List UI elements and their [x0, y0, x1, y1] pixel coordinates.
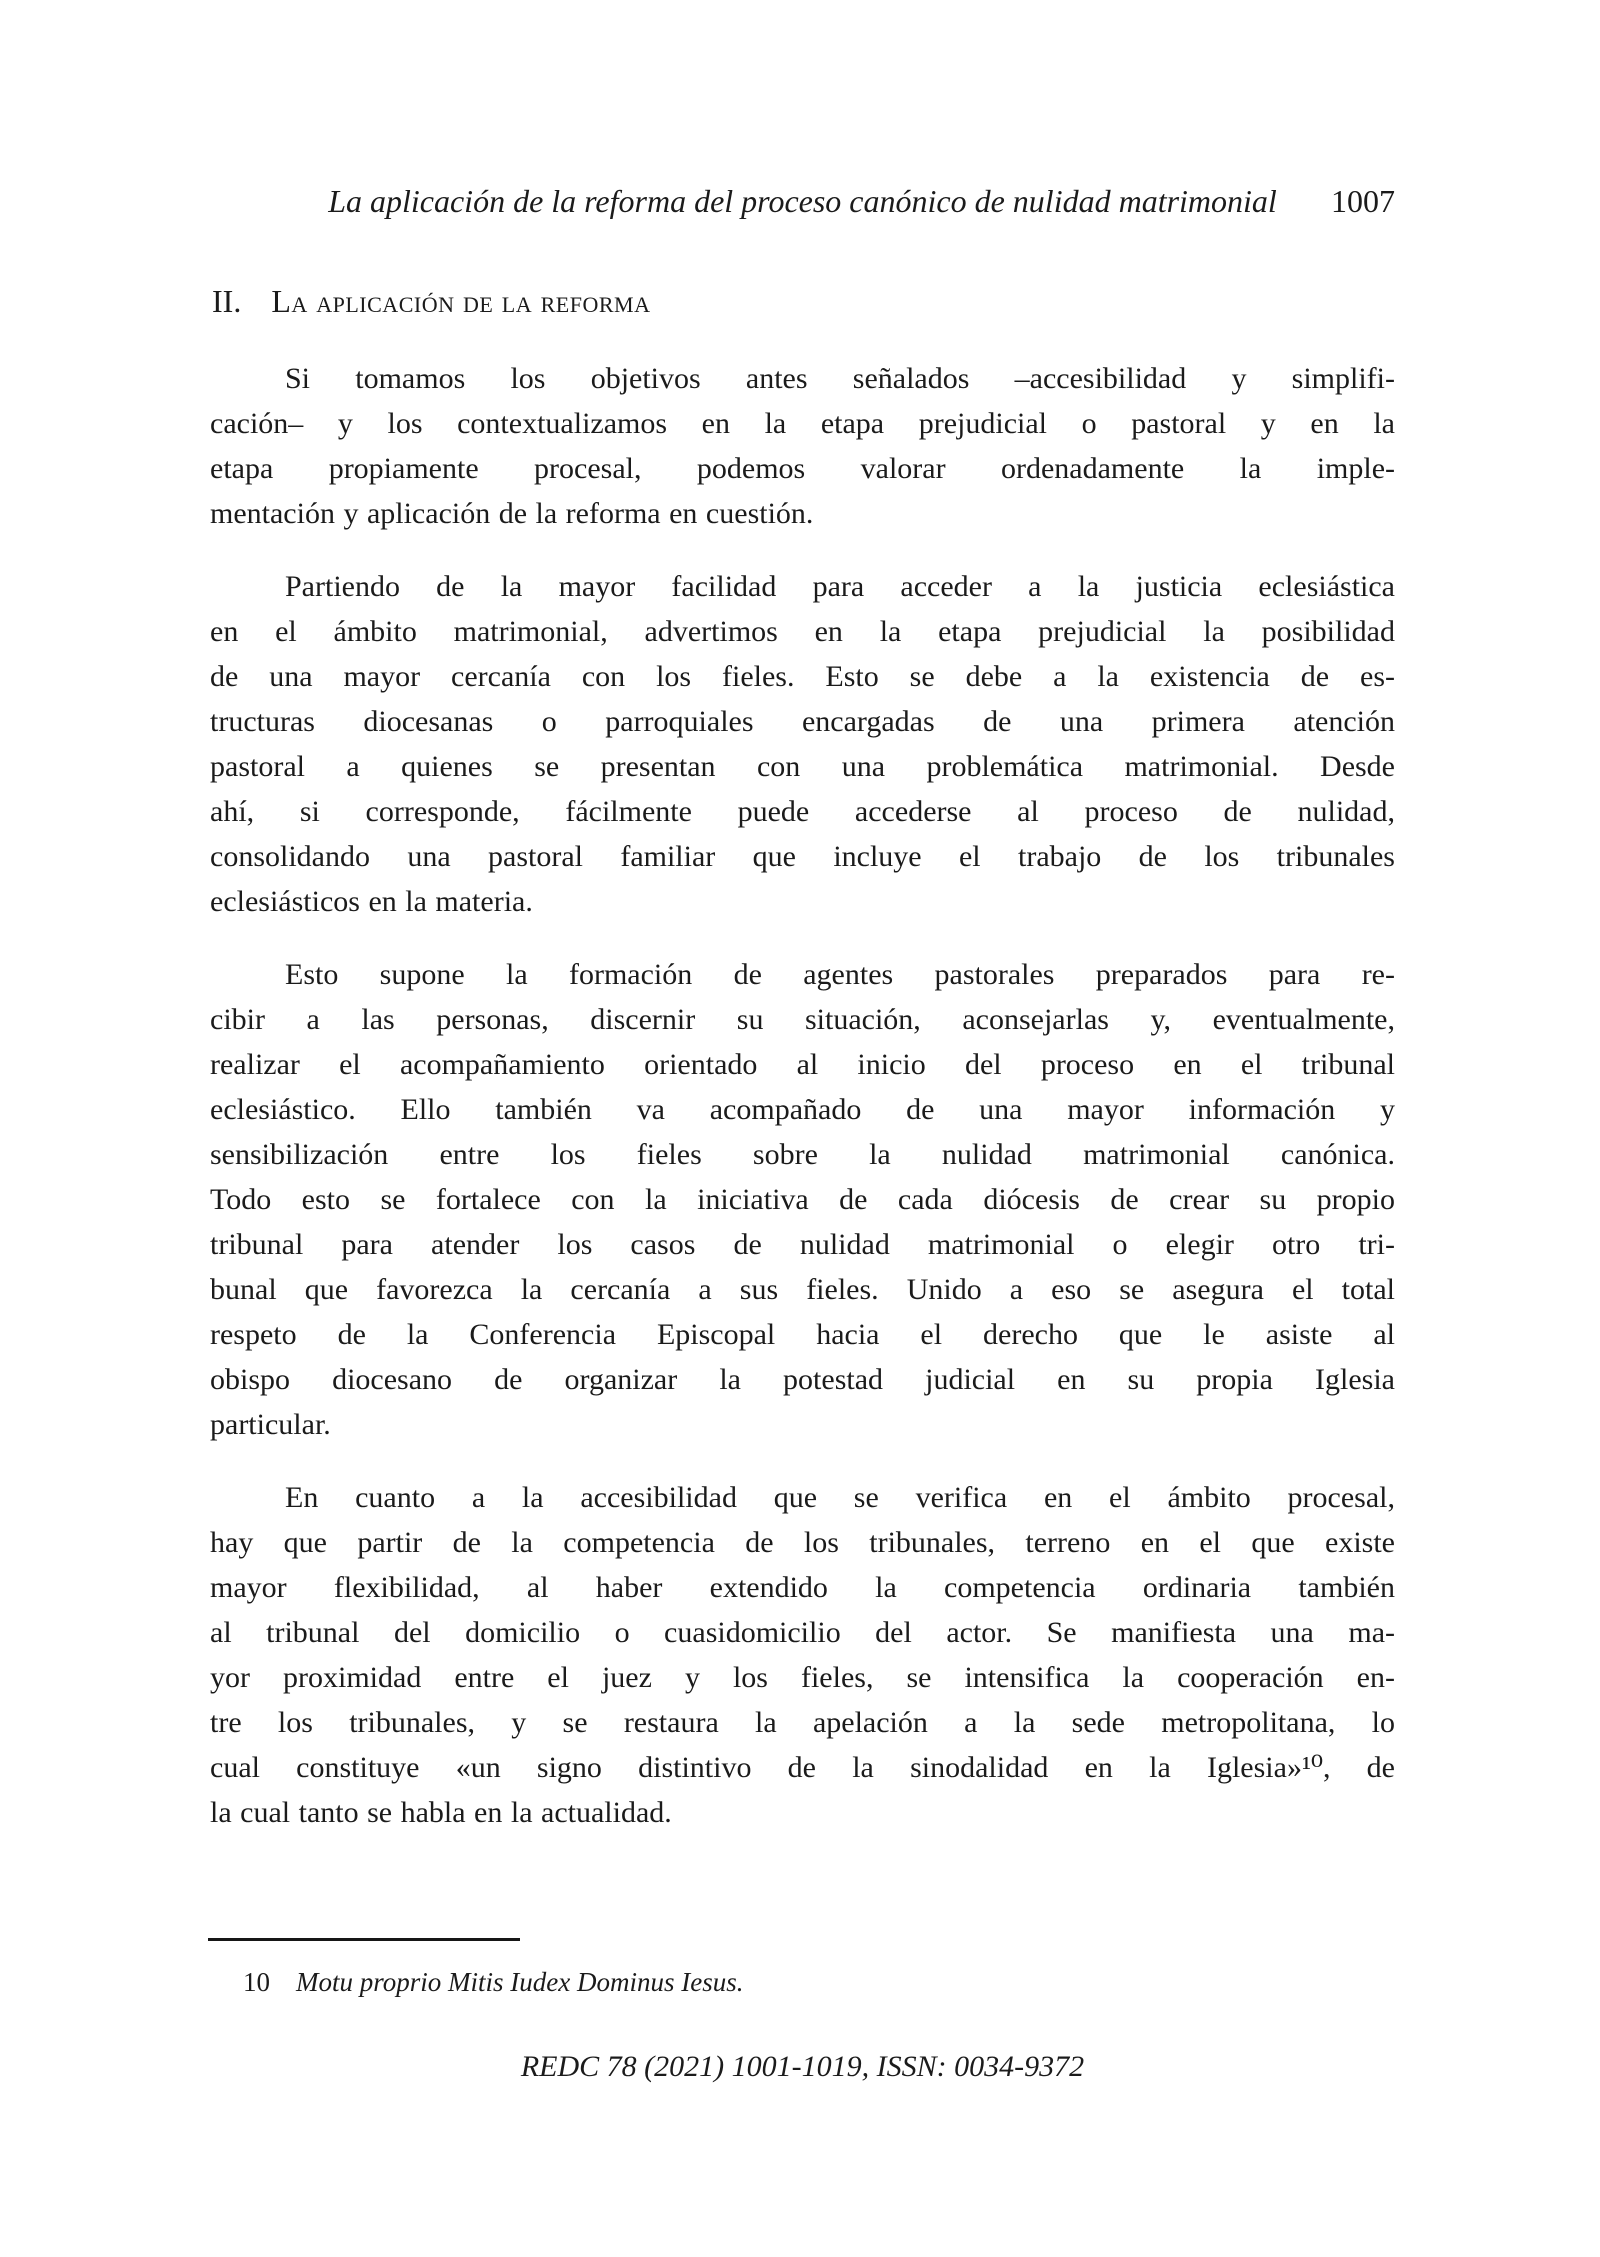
text-line: hay que partir de la competencia de los tribunales, terreno en el que existe	[210, 1526, 1395, 1559]
text-line: al tribunal del domicilio o cuasidomicilio del actor. Se manifiesta una ma-	[210, 1616, 1395, 1649]
text-line: yor proximidad entre el juez y los fieles, se intensifica la cooperación en-	[210, 1661, 1395, 1694]
text-line: Todo esto se fortalece con la iniciativa de cada diócesis de crear su propio	[210, 1183, 1395, 1216]
running-header	[210, 183, 1395, 227]
section-number: II.	[212, 283, 242, 319]
paragraph	[210, 952, 1395, 1447]
footnote-number: 10	[243, 1967, 270, 1997]
text-line: Si tomamos los objetivos antes señalados –accesibilidad y simplifi-	[285, 362, 1395, 395]
text-line: tre los tribunales, y se restaura la apelación a la sede metropolitana, lo	[210, 1706, 1395, 1739]
text-line: realizar el acompañamiento orientado al inicio del proceso en el tribunal	[210, 1048, 1395, 1081]
text-line: cación– y los contextualizamos en la etapa prejudicial o pastoral y en la	[210, 407, 1395, 440]
text-line: Esto supone la formación de agentes pastorales preparados para re-	[285, 958, 1395, 991]
footnote-separator	[208, 1938, 520, 1941]
text-line: tribunal para atender los casos de nulidad matrimonial o elegir otro tri-	[210, 1228, 1395, 1261]
text-line: cibir a las personas, discernir su situación, aconsejarlas y, eventualmente,	[210, 1003, 1395, 1036]
text-line: bunal que favorezca la cercanía a sus fieles. Unido a eso se asegura el total	[210, 1273, 1395, 1306]
text-line: Partiendo de la mayor facilidad para acceder a la justicia eclesiástica	[285, 570, 1395, 603]
running-header-title: La aplicación de la reforma del proceso canónico de nulidad matrimonial	[328, 183, 1277, 219]
journal-footer: REDC 78 (2021) 1001-1019, ISSN: 0034-9372	[520, 2050, 1085, 2083]
paragraph	[210, 1475, 1395, 1835]
text-line: la cual tanto se habla en la actualidad.	[210, 1796, 672, 1829]
section-heading	[212, 283, 1397, 320]
page-number: 1007	[1331, 183, 1395, 219]
text-line: obispo diocesano de organizar la potestad judicial en su propia Iglesia	[210, 1363, 1395, 1396]
footnote	[243, 1962, 1395, 2002]
text-line: pastoral a quienes se presentan con una problemática matrimonial. Desde	[210, 750, 1395, 783]
section-title: La aplicación de la reforma	[271, 283, 651, 319]
text-line: ahí, si corresponde, fácilmente puede accederse al proceso de nulidad,	[210, 795, 1395, 828]
text-line: En cuanto a la accesibilidad que se verifica en el ámbito procesal,	[285, 1481, 1395, 1514]
text-line: consolidando una pastoral familiar que incluye el trabajo de los tribunales	[210, 840, 1395, 873]
text-line: tructuras diocesanas o parroquiales encargadas de una primera atención	[210, 705, 1395, 738]
text-line: eclesiástico. Ello también va acompañado de una mayor información y	[210, 1093, 1395, 1126]
footnote-text: Motu proprio Mitis Iudex Dominus Iesus.	[296, 1967, 744, 1997]
text-line: mentación y aplicación de la reforma en cuestión.	[210, 497, 814, 530]
text-line: sensibilización entre los fieles sobre la nulidad matrimonial canónica.	[210, 1138, 1395, 1171]
text-line: en el ámbito matrimonial, advertimos en la etapa prejudicial la posibilidad	[210, 615, 1395, 648]
text-line: de una mayor cercanía con los fieles. Esto se debe a la existencia de es-	[210, 660, 1395, 693]
text-line: eclesiásticos en la materia.	[210, 885, 533, 918]
text-line: cual constituye «un signo distintivo de la sinodalidad en la Iglesia»¹⁰, de	[210, 1751, 1395, 1784]
paragraph	[210, 356, 1395, 536]
body-text	[210, 356, 1395, 1835]
text-line: particular.	[210, 1408, 331, 1441]
text-line: mayor flexibilidad, al haber extendido la competencia ordinaria también	[210, 1571, 1395, 1604]
text-line: respeto de la Conferencia Episcopal hacia el derecho que le asiste al	[210, 1318, 1395, 1351]
text-line: etapa propiamente procesal, podemos valorar ordenadamente la imple-	[210, 452, 1395, 485]
paragraph	[210, 564, 1395, 924]
